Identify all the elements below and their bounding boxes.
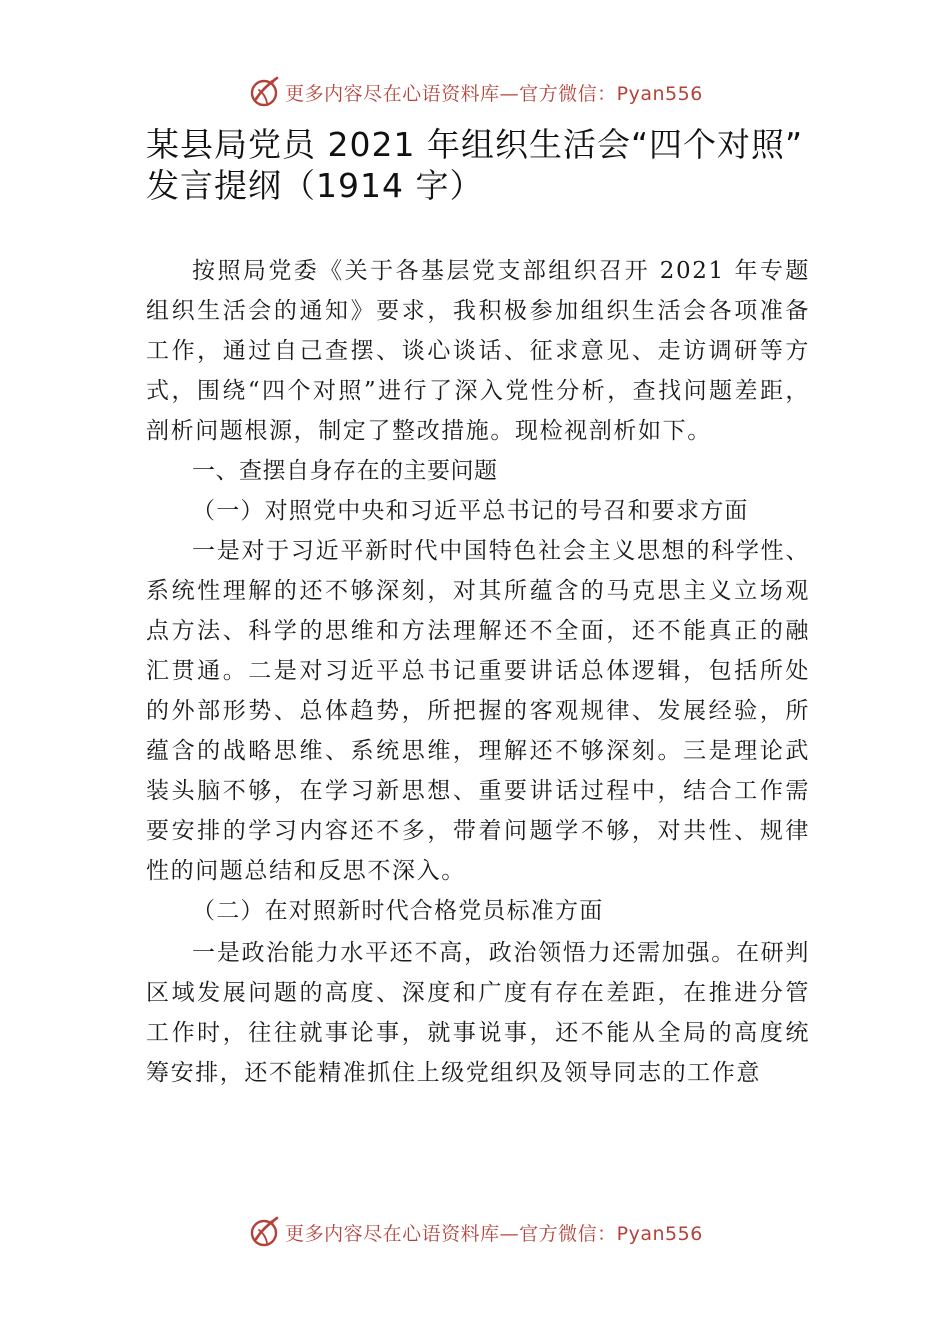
document-body [146,251,810,1093]
body-paragraph-2: 一是政治能力水平还不高，政治领悟力还需加强。在研判区域发展问题的高度、深度和广度有存在差距，在推进分管工作时，往往就事论事，就事说事，还不能从全局的高度统筹安排，还不能精准抓住上级党组织及领导同志的工作意 [146,940,810,1086]
section-heading-1: 一、查摆自身存在的主要问题 [192,458,498,484]
ink-brush-logo-icon [247,1215,281,1249]
wechat-id: Pyan556 [616,1222,703,1245]
watermark-label: 更多内容尽在心语资料库—官方微信： [285,1222,617,1245]
watermark-label: 更多内容尽在心语资料库—官方微信： [285,82,617,105]
watermark-text [285,79,703,106]
watermark-text [285,1219,703,1246]
subsection-heading-2: （二）在对照新时代合格党员标准方面 [192,898,604,924]
footer-watermark-banner [0,1212,950,1252]
intro-paragraph: 按照局党委《关于各基层党支部组织召开 2021 年专题组织生活会的通知》要求，我积极参加组织生活会各项准备工作，通过自己查摆、谈心谈话、征求意见、走访调研等方式，围绕“四个对照”进行了深入党性分析，查找问题差距，剖析问题根源，制定了整改措施。现检视剖析如下。 [146,258,810,444]
body-paragraph-1: 一是对于习近平新时代中国特色社会主义思想的科学性、系统性理解的还不够深刻，对其所蕴含的马克思主义立场观点方法、科学的思维和方法理解还不全面，还不能真正的融汇贯通。二是对习近平总书记重要讲话总体逻辑，包括所处的外部形势、总体趋势，所把握的客观规律、发展经验，所蕴含的战略思维、系统思维，理解还不够深刻。三是理论武装头脑不够，在学习新思想、重要讲话过程中，结合工作需要安排的学习内容还不多，带着问题学不够，对共性、规律性的问题总结和反思不深入。 [146,538,810,884]
ink-brush-logo-icon [247,75,281,109]
wechat-id: Pyan556 [616,82,703,105]
document-title: 某县局党员 2021 年组织生活会“四个对照” 发言提纲（1914 字） [146,125,804,205]
header-watermark-banner [0,72,950,112]
subsection-heading-1: （一）对照党中央和习近平总书记的号召和要求方面 [192,498,749,524]
